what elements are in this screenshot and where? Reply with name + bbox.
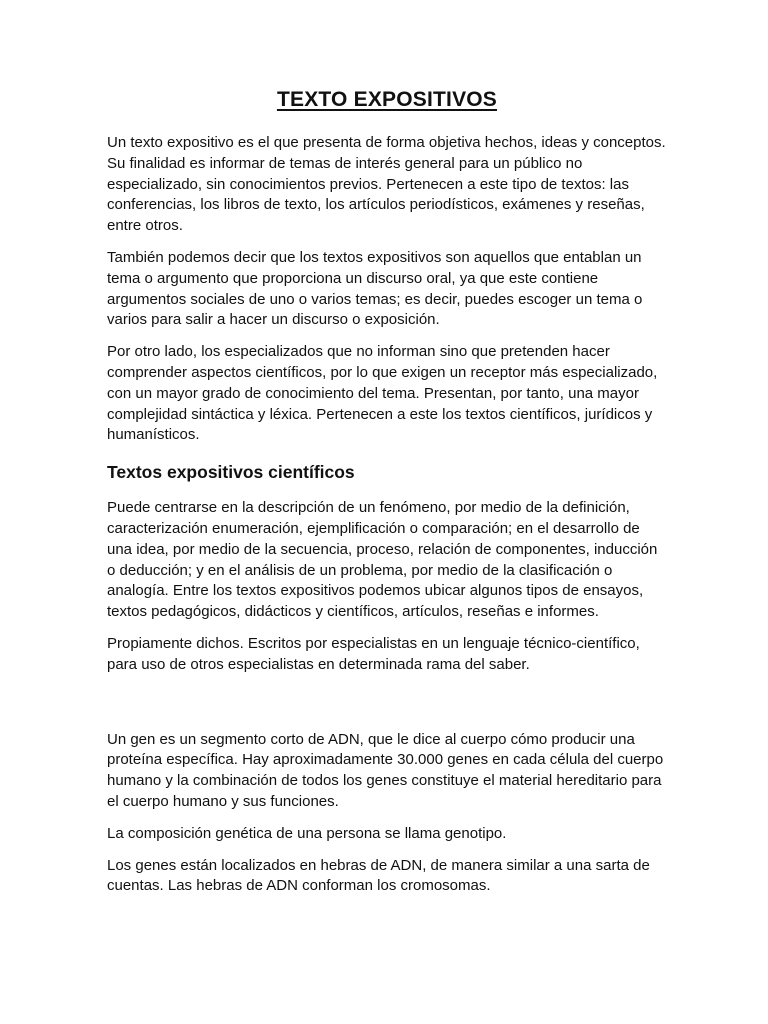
example-paragraph-1: Un gen es un segmento corto de ADN, que le dice al cuerpo cómo producir una proteína específica. Hay aproximadamente 30.000 genes en cada célula del cuerpo humano y la combinación de todos los genes constituye el material hereditario para el cuerpo humano y sus funciones. (107, 730, 664, 810)
intro-paragraph-3: Por otro lado, los especializados que no informan sino que pretenden hacer comprender aspectos científicos, por lo que exigen un receptor más especializado, con un mayor grado de conocimiento del tema. Presentan, por tanto, una mayor complejidad sintáctica y léxica. Pertenecen a este los textos científicos, jurídicos y humanísticos. (107, 343, 658, 444)
intro-paragraph-2: También podemos decir que los textos expositivos son aquellos que entablan un tema o argumento que proporciona un discurso oral, ya que este contiene argumentos sociales de uno o varios temas; es decir, puedes escoger un tema o varios para salir a hacer un discurso o exposición. (107, 248, 643, 329)
example-paragraph-2: La composición genética de una persona se llama genotipo. (107, 824, 507, 842)
blank-gap (107, 687, 667, 730)
section-paragraph-1: Puede centrarse en la descripción de un fenómeno, por medio de la definición, caracterización enumeración, ejemplificación o comparación; en el desarrollo de una idea, por medio de la secuencia, proceso, relación de componentes, inducción o deducción; y en el análisis de un problema, por medio de la clasificación o analogía. Entre los textos expositivos podemos ubicar algunos tipos de ensayos, textos pedagógicos, didácticos y científicos, artículos, reseñas e informes. (107, 499, 658, 621)
section-heading: Textos expositivos científicos (107, 462, 355, 483)
document-title: TEXTO EXPOSITIVOS (276, 88, 498, 111)
document-page (107, 88, 667, 908)
example-paragraph-3: Los genes están localizados en hebras de ADN, de manera similar a una sarta de cuentas. Las hebras de ADN conforman los cromosomas. (107, 856, 650, 895)
section-paragraph-2: Propiamente dichos. Escritos por especialistas en un lenguaje técnico-científico, para uso de otros especialistas en determinada rama del saber. (107, 634, 640, 673)
intro-paragraph-1: Un texto expositivo es el que presenta de forma objetiva hechos, ideas y conceptos. Su finalidad es informar de temas de interés general para un público no especializado, sin conocimientos previos. Pertenecen a este tipo de textos: las conferencias, los libros de texto, los artículos periodísticos, exámenes y reseñas, entre otros. (107, 134, 666, 235)
